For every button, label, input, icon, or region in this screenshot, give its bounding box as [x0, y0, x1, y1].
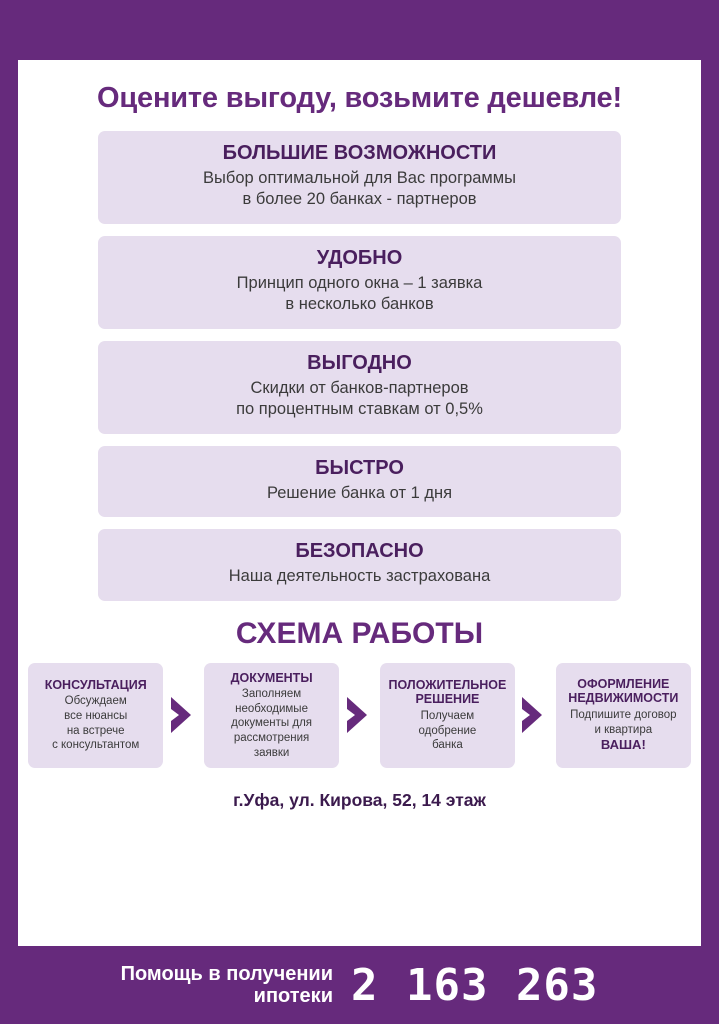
scheme-step-line: Обсуждаем	[64, 695, 127, 708]
scheme-step	[204, 663, 339, 769]
scheme-step-title: ПОЛОЖИТЕЛЬНОЕ РЕШЕНИЕ	[388, 678, 507, 707]
benefit-title: БЫСТРО	[315, 456, 404, 479]
scheme-steps	[18, 663, 701, 769]
benefit-card	[98, 529, 621, 600]
footer-caption-line1: Помощь в получении	[120, 962, 333, 985]
footer-content	[0, 946, 719, 1024]
scheme-step-line: одобрение	[418, 724, 477, 737]
benefits-list	[18, 131, 701, 601]
benefit-line: в более 20 банках - партнеров	[242, 190, 477, 209]
benefit-line: Наша деятельность застрахована	[228, 567, 491, 586]
benefit-line: по процентным ставкам от 0,5%	[236, 400, 483, 419]
benefit-line: Скидки от банков-партнеров	[250, 378, 469, 397]
frame-right-bar	[701, 0, 719, 1024]
scheme-step-title: КОНСУЛЬТАЦИЯ	[44, 677, 147, 692]
phone-number[interactable]: 2 163 263	[351, 959, 599, 1011]
scheme-step-line: на встрече	[66, 724, 125, 737]
footer-caption-line2: ипотеки	[253, 985, 333, 1007]
scheme-step	[380, 663, 515, 769]
scheme-title: СХЕМА РАБОТЫ	[235, 616, 484, 650]
page-title: Оцените выгоду, возьмите дешевле!	[97, 82, 622, 114]
scheme-step-line: заявки	[253, 746, 290, 759]
scheme-step-line: все нюансы	[64, 709, 128, 722]
footer-caption	[121, 963, 333, 1008]
scheme-step-line: Получаем	[420, 709, 475, 722]
frame-left-bar	[0, 0, 18, 1024]
scheme-step-line: и квартира	[594, 723, 653, 736]
benefit-card	[98, 341, 621, 434]
benefit-line: в несколько банков	[285, 295, 434, 314]
benefit-card	[98, 446, 621, 517]
scheme-step-line: Заполняем	[241, 687, 302, 700]
benefit-title: ВЫГОДНО	[307, 351, 412, 374]
scheme-step	[556, 663, 691, 769]
benefit-line: Решение банка от 1 дня	[266, 483, 453, 502]
chevron-right-icon	[515, 663, 555, 769]
benefit-title: БОЛЬШИЕ ВОЗМОЖНОСТИ	[222, 142, 497, 164]
scheme-step-highlight	[562, 737, 685, 754]
chevron-right-icon	[339, 663, 379, 769]
scheme-step-title: ДОКУМЕНТЫ	[230, 670, 313, 685]
chevron-right-icon	[163, 663, 203, 769]
scheme-step-title: ОФОРМЛЕНИЕ НЕДВИЖИМОСТИ	[568, 677, 679, 706]
benefit-card	[98, 236, 621, 329]
poster-content	[18, 60, 701, 946]
benefit-line: Выбор оптимальной для Вас программы	[203, 169, 516, 187]
scheme-step	[28, 663, 163, 769]
footer-bar	[0, 946, 719, 1024]
scheme-step-highlight-text: ВАША!	[600, 737, 646, 753]
scheme-step-line: необходимые	[235, 702, 308, 715]
frame-top-bar	[0, 0, 719, 60]
benefit-title: БЕЗОПАСНО	[295, 540, 424, 563]
scheme-step-line: Подпишите договор	[570, 708, 677, 721]
scheme-step-line: рассмотрения	[233, 732, 310, 745]
benefit-card	[98, 131, 621, 224]
scheme-step-line: банка	[432, 739, 463, 752]
address-line: г.Уфа, ул. Кирова, 52, 14 этаж	[233, 790, 486, 811]
scheme-step-line: документы для	[231, 717, 313, 730]
scheme-step-line: с консультантом	[52, 739, 140, 752]
benefit-title: УДОБНО	[316, 246, 403, 269]
benefit-line: Принцип одного окна – 1 заявка	[236, 273, 483, 292]
